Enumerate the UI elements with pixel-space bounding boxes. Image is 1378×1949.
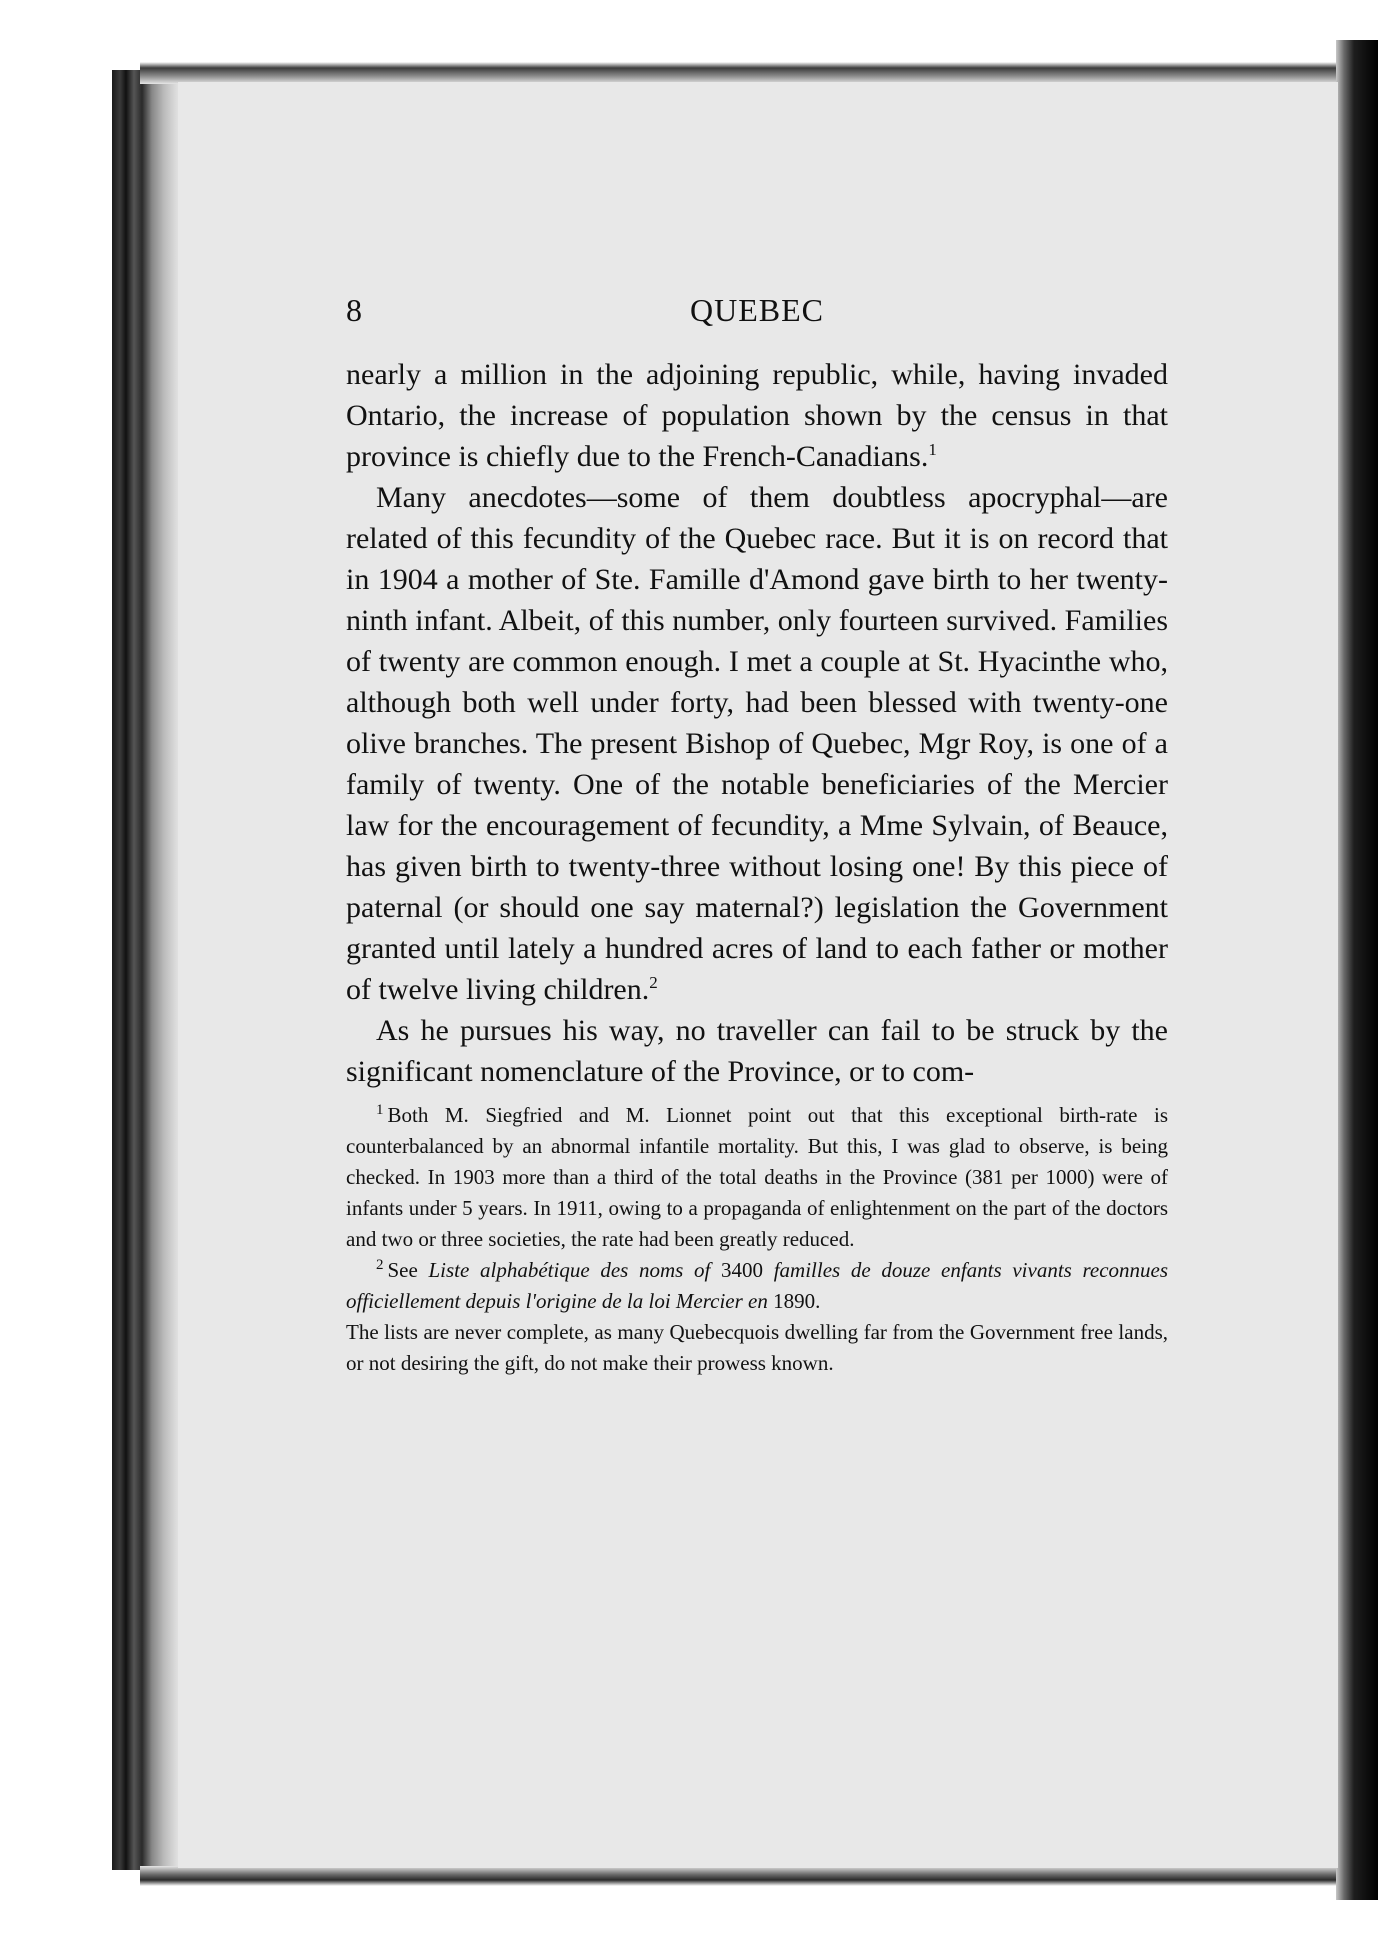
page-number: 8 [346, 292, 362, 328]
footnote-ref-2: 2 [649, 973, 658, 992]
footnote-2-title-a: Liste alphabétique des noms of [428, 1258, 711, 1282]
footnote-2-number: 3400 [721, 1258, 764, 1282]
footnote-2-year: 1890. [773, 1289, 821, 1313]
footnote-2-title-b: familles de douze enfants vivants reconnues officiellement depuis l'origine de la loi Mercier en [346, 1258, 1169, 1313]
footnote-1-text: Both M. Siegfried and M. Lionnet point out that this exceptional birth-rate is counterbalanced by an abnormal infantile mortality. But this, I was glad to observe, is being checked. In 1903 more than a third of the total deaths in the Province (381 per 1000) were of infants under 5 years. In 1911, owing to a propaganda of enlightenment on the part of the doctors and two or three societies, the rate had been greatly reduced. [346, 1103, 1168, 1251]
footnote-continuation: The lists are never complete, as many Quebecquois dwelling far from the Government free lands, or not desiring the gift, do not make their prowess known. [346, 1320, 1168, 1375]
facing-page-edge [1336, 40, 1378, 1900]
paragraph-1 [346, 354, 1168, 477]
body-text [346, 354, 1168, 1092]
paragraph-2-text: Many anecdotes—some of them doubtless apocryphal—are related of this fecundity of the Quebec race. But it is on record that in 1904 a mother of Ste. Famille d'Amond gave birth to her twenty-ninth infant. Albeit, of this number, only fourteen survived. Families of twenty are common enough. I met a couple at St. Hyacinthe who, although both well under forty, had been blessed with twenty-one olive branches. The present Bishop of Quebec, Mgr Roy, is one of a family of twenty. One of the notable beneficiaries of the Mercier law for the encouragement of fecundity, a Mme Sylvain, of Beauce, has given birth to twenty-three without losing one! By this piece of paternal (or should one say maternal?) legislation the Government granted until lately a hundred acres of land to each father or mother of twelve living children. [346, 481, 1168, 1006]
footnote-2-see: See [387, 1258, 418, 1282]
page-header [346, 290, 1168, 354]
footnote-1-mark: 1 [376, 1102, 384, 1118]
footnote-1 [346, 1100, 1168, 1255]
text-block [346, 290, 1168, 1379]
book-binding-shadow [112, 70, 182, 1870]
footnote-2-mark: 2 [376, 1257, 384, 1273]
page-bottom-edge [140, 1866, 1340, 1886]
paragraph-3: As he pursues his way, no traveller can fail to be struck by the significant nomenclature of the Province, or to com- [346, 1014, 1168, 1088]
running-head: QUEBEC [690, 292, 824, 328]
footnote-2 [346, 1255, 1168, 1317]
paragraph-2 [346, 477, 1168, 1010]
footnote-ref-1: 1 [928, 440, 937, 459]
book-page [178, 82, 1338, 1868]
paragraph-1-text: nearly a million in the adjoining republic, while, having invaded Ontario, the increase of population shown by the census in that province is chiefly due to the French-Canadians. [346, 358, 1168, 473]
footnotes [346, 1100, 1168, 1379]
page-top-edge [140, 62, 1340, 84]
